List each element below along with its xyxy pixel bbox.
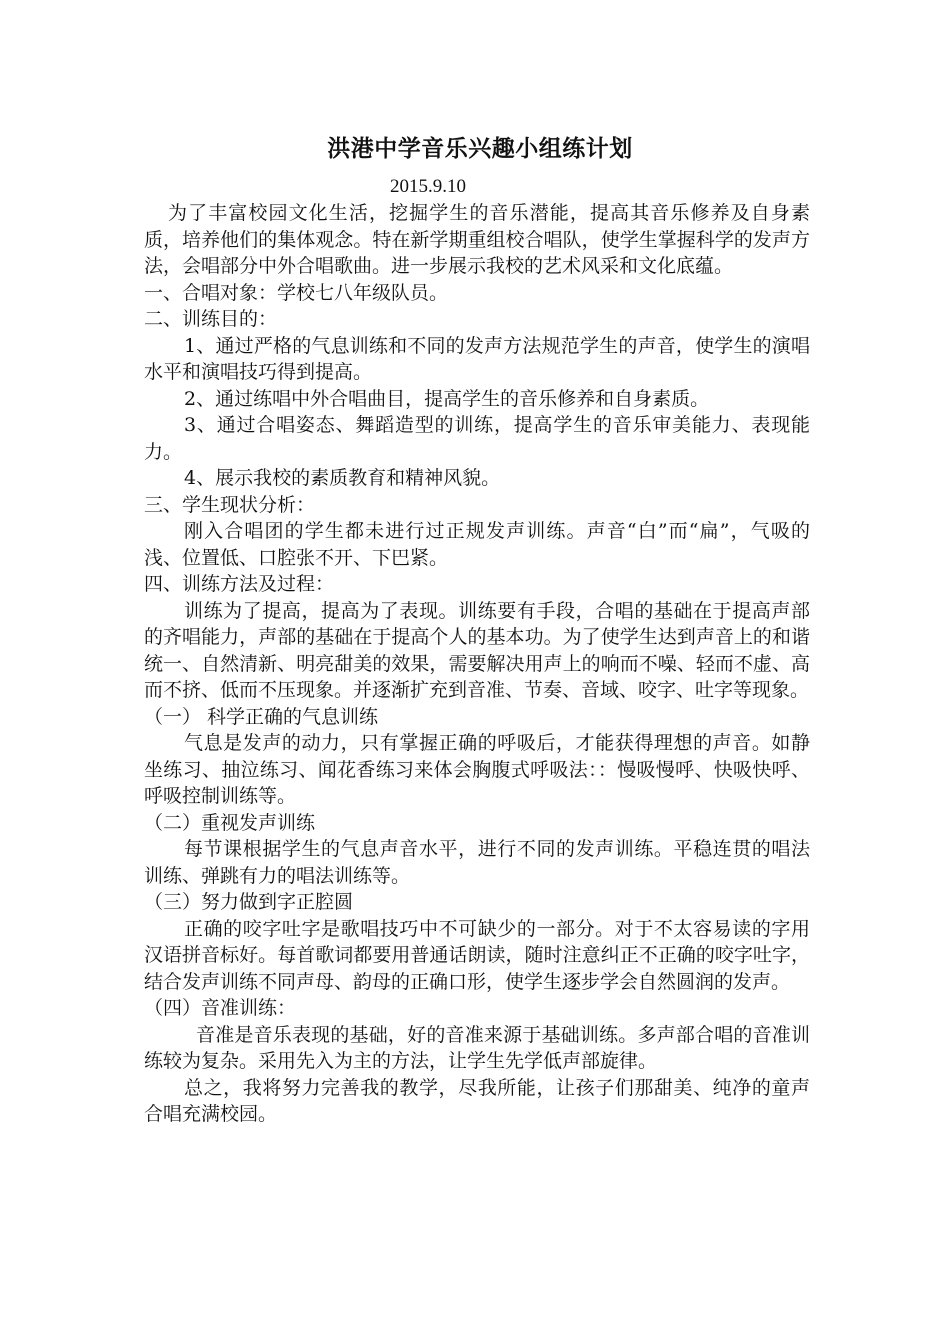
conclusion-paragraph: 总之，我将努力完善我的教学，尽我所能，让孩子们那甜美、纯净的童声合唱充满校园。: [144, 1076, 810, 1125]
diction-paragraph: 正确的咬字吐字是歌唱技巧中不可缺少的一部分。对于不太容易读的字用汉语拼音标好。每首歌词都要用普通话朗读，随时注意纠正不正确的咬字吐字，结合发声训练不同声母、韵母的正确口形，使学生逐步学会自然圆润的发声。: [144, 917, 810, 993]
section-heading-3: 三、学生现状分析：: [144, 493, 316, 516]
pitch-paragraph: 音准是音乐表现的基础，好的音准来源于基础训练。多声部合唱的音准训练较为复杂。采用先入为主的方法，让学生先学低声部旋律。: [144, 1023, 810, 1072]
subsection-heading-1: （一） 科学正确的气息训练: [144, 705, 379, 728]
goal-item-4: 4、展示我校的素质教育和精神风貌。: [184, 467, 501, 489]
breath-paragraph: 气息是发声的动力，只有掌握正确的呼吸后，才能获得理想的声音。如静坐练习、抽泣练习、闻花香练习来体会胸腹式呼吸法：：慢吸慢呼、快吸快呼、呼吸控制训练等。: [144, 732, 810, 807]
method-paragraph: 训练为了提高，提高为了表现。训练要有手段，合唱的基础在于提高声部的齐唱能力，声部的基础在于提高个人的基本功。为了使学生达到声音上的和谐统一、自然清新、明亮甜美的效果，需要解决用声上的响而不噪、轻而不虚、高而不挤、低而不压现象。并逐渐扩充到音准、节奏、音域、咬字、吐字等现象。: [144, 599, 810, 701]
document-date: 2015.9.10: [390, 176, 466, 197]
goal-item-3: 3、通过合唱姿态、舞蹈造型的训练，提高学生的音乐审美能力、表现能力。: [144, 414, 810, 463]
subsection-heading-3: （三）努力做到字正腔圆: [144, 891, 354, 913]
document-title: 洪港中学音乐兴趣小组练计划: [327, 135, 633, 162]
goal-item-2: 2、通过练唱中外合唱曲目，提高学生的音乐修养和自身素质。: [184, 387, 710, 410]
section-heading-1: 一、合唱对象：学校七八年级队员。: [144, 281, 449, 304]
section-heading-4: 四、训练方法及过程：: [144, 573, 335, 595]
subsection-heading-4: （四）音准训练：: [144, 997, 297, 1019]
goal-item-1: 1、通过严格的气息训练和不同的发声方法规范学生的声音，使学生的演唱水平和演唱技巧得到提高。: [144, 334, 810, 383]
document-body: [144, 132, 810, 1128]
intro-paragraph: 为了丰富校园文化生活，挖掘学生的音乐潜能，提高其音乐修养及自身素质，培养他们的集体观念。特在新学期重组校合唱队，使学生掌握科学的发声方法，会唱部分中外合唱歌曲。进一步展示我校的艺术风采和文化底蕴。: [144, 202, 810, 277]
vocal-paragraph: 每节课根据学生的气息声音水平，进行不同的发声训练。平稳连贯的唱法训练、弹跳有力的唱法训练等。: [144, 838, 810, 887]
section-heading-2: 二、训练目的：: [144, 308, 278, 330]
status-paragraph: 刚入合唱团的学生都未进行过正规发声训练。声音“白”而“扁”，气吸的浅、位置低、口腔张不开、下巴紧。: [144, 520, 810, 569]
subsection-heading-2: （二）重视发声训练: [144, 811, 316, 834]
